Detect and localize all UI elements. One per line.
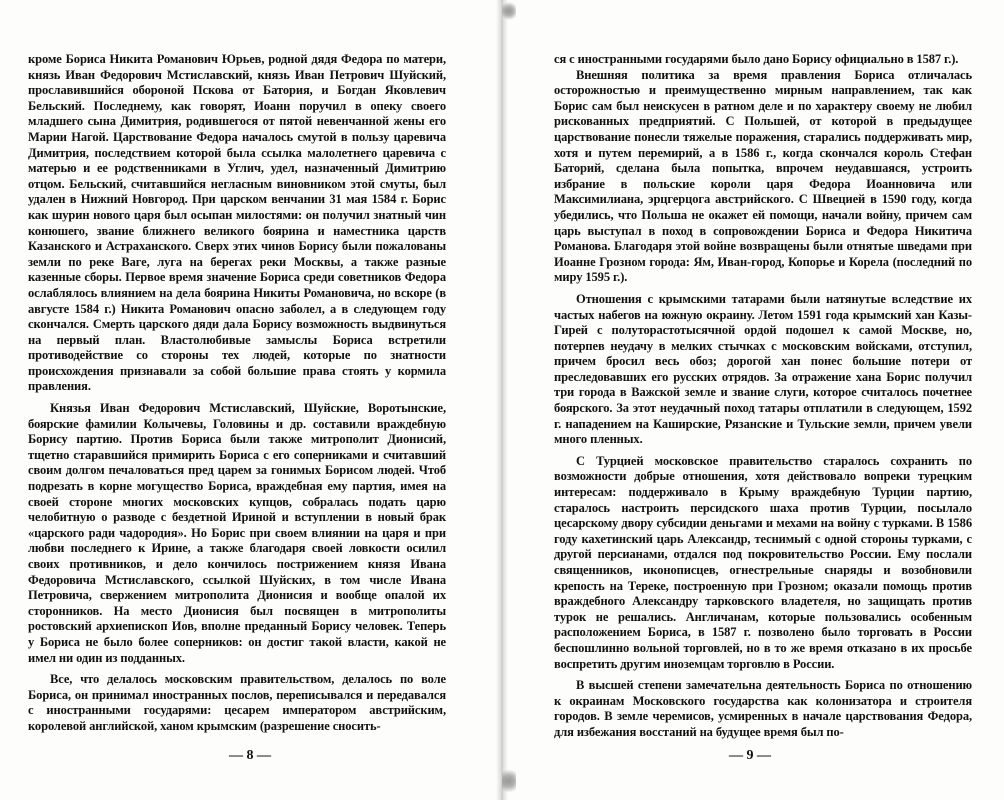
paragraph: Внешняя политика за время правления Бориса отличалась осторожностью и преимущественно мирным направлением, так как Борис сам был неискусен в ратном деле и по характеру своему не любил рискованных предприятий. С Польшей, от которой в предыдущее царствование понесли тяжелые поражения, старались поддерживать мир, хотя и путем перемирий, а в 1586 г., когда скончался король Стефан Баторий, сделана была попытка, впрочем неудавшаяся, устроить избрание в польские короли царя Федора Иоанновича или Максимилиана, эрцгерцога австрийского. С Швецией в 1590 году, когда убедились, что Польша не окажет ей помощи, начали войну, причем сам царь выступал в поход в сопровождении Бориса и Федора Никитича Романова. Благодаря этой войне возвращены были отнятые шведами при Иоанне Грозном города: Ям, Иван-город, Копорье и Корела (последний по миру 1595 г.).: [554, 67, 972, 285]
left-text-column: [28, 52, 446, 735]
page-number: — 9 —: [729, 748, 771, 763]
page-number: — 8 —: [229, 748, 271, 763]
paragraph: В высшей степени замечательна деятельность Бориса по отношению к окраинам Московского государства как колонизатора и строителя городов. В земле черемисов, усмиренных в начале царствования Федора, для избежания восстаний на будущее время был по-: [554, 678, 972, 739]
paragraph: Князья Иван Федорович Мстиславский, Шуйские, Воротынские, боярские фамилии Колычевы, Головины и др. составили враждебную Борису партию. Против Бориса были также митрополит Дионисий, тщетно старавшийся примирить Бориса с его соперниками и считавший своим долгом печаловаться пред царем за гонимых Борисом людей. Чтоб подрезать в корне могущество Бориса, враждебная ему партия, имея на своей стороне многих московских купцов, собралась подать царю челобитную о разводе с бездетной Ириной и вступлении в новый брак «царского ради чадородия». Но Борис при своем влиянии на царя и при любви последнего к Ирине, а также благодаря своей ловкости осилил своих противников, и дело кончилось пострижением князя Ивана Федоровича Мстиславского, ссылкой Шуйских, в том числе Ивана Петровича, свержением митрополита Дионисия и вообще опалой их сторонников. На место Дионисия был посвящен в митрополиты ростовский архиепископ Иов, вполне преданный Борису человек. Теперь у Бориса не было более соперников: он достиг такой власти, какой не имел ни один из подданных.: [28, 401, 446, 665]
paragraph: Все, что делалось московским правительством, делалось по воле Бориса, он принимал иностранных послов, переписывался и передавался с иностранными государями: цесарем императором австрийским, королевой английской, ханом крымским (разрешение сносить-: [28, 672, 446, 733]
paragraph: Отношения с крымскими татарами были натянутые вследствие их частых набегов на южную окраину. Летом 1591 года крымский хан Казы-Гирей с полуторастотысячной ордой подошел к самой Москве, но, потерпев неудачу в мелких стычках с московским войсками, отступил, причем бросил весь обоз; дорогой хан понес большие потери от преследовавших его русских отрядов. За отражение хана Борис получил три города в Важской земле и звание слуги, которое считалось почетнее боярского. За этот неудачный поход татары отплатили в следующем, 1592 г. нападением на Каширские, Рязанские и Тульские земли, причем увели много пленных.: [554, 291, 972, 447]
paragraph: С Турцией московское правительство старалось сохранить по возможности добрые отношения, хотя действовало вопреки турецким интересам: поддерживало в Крыму враждебную Турции партию, старалось настроить персидского шаха против Турции, посылало цесарскому двору субсидии деньгами и мехами на войну с турками. В 1586 году кахетинский царь Александр, теснимый с одной стороны турками, с другой персианами, отдался под покровительство России. Ему послали священников, иконописцев, огнестрельные снаряды и возобновили крепость на Тереке, построенную при Грозном; оказали помощь против враждебного Александру тарковского владетеля, но защищать против турок не решались. Англичанам, которые пользовались особенным расположением Бориса, в 1587 г. позволено было торговать в России беспошлинно вольной торговлей, но в то же время отказано в их просьбе воспретить другим иноземцам торговлю в России.: [554, 453, 972, 671]
paragraph: ся с иностранными государями было дано Борису официально в 1587 г.).: [554, 52, 959, 66]
paragraph: кроме Бориса Никита Романович Юрьев, родной дядя Федора по матери, князь Иван Федорович Мстиславский, князь Иван Петрович Шуйский, прославившийся обороной Пскова от Батория, и Богдан Яковлевич Бельский. Последнему, как говорят, Иоанн поручил в опеку своего младшего сына Димитрия, родившегося от пятой невенчанной жены его Марии Нагой. Царствование Федора началось смутой в пользу царевича Димитрия, последствием которой была ссылка малолетнего царевича с матерью и ее родственниками в Углич, удел, назначенный Димитрию отцом. Бельский, считавшийся негласным виновником этой смуты, был удален в Нижний Новгород. При царском венчании 31 мая 1584 г. Борис как шурин нового царя был осыпан милостями: он получил знатный чин конюшего, звание ближнего великого боярина и наместника царств Казанского и Астраханского. Сверх этих чинов Борису были пожалованы земли по реке Ваге, луга на берегах реки Москвы, а также разные казенные сборы. Первое время значение Бориса среди советников Федора ослаблялось влиянием на дела боярина Никиты Романовича, но вскоре (в августе 1584 г.) Никита Романович опасно заболел, а в следующем году скончался. Смерть царского дяди дала Борису возможность выдвинуться на первый план. Властолюбивые замыслы Бориса встретили противодействие со стороны тех людей, которые по знатности происхождения признавали за собой большие права стоять у кормила правления.: [28, 52, 446, 394]
right-page: [502, 0, 1004, 800]
right-text-column: [554, 52, 972, 741]
left-page: [0, 0, 500, 800]
